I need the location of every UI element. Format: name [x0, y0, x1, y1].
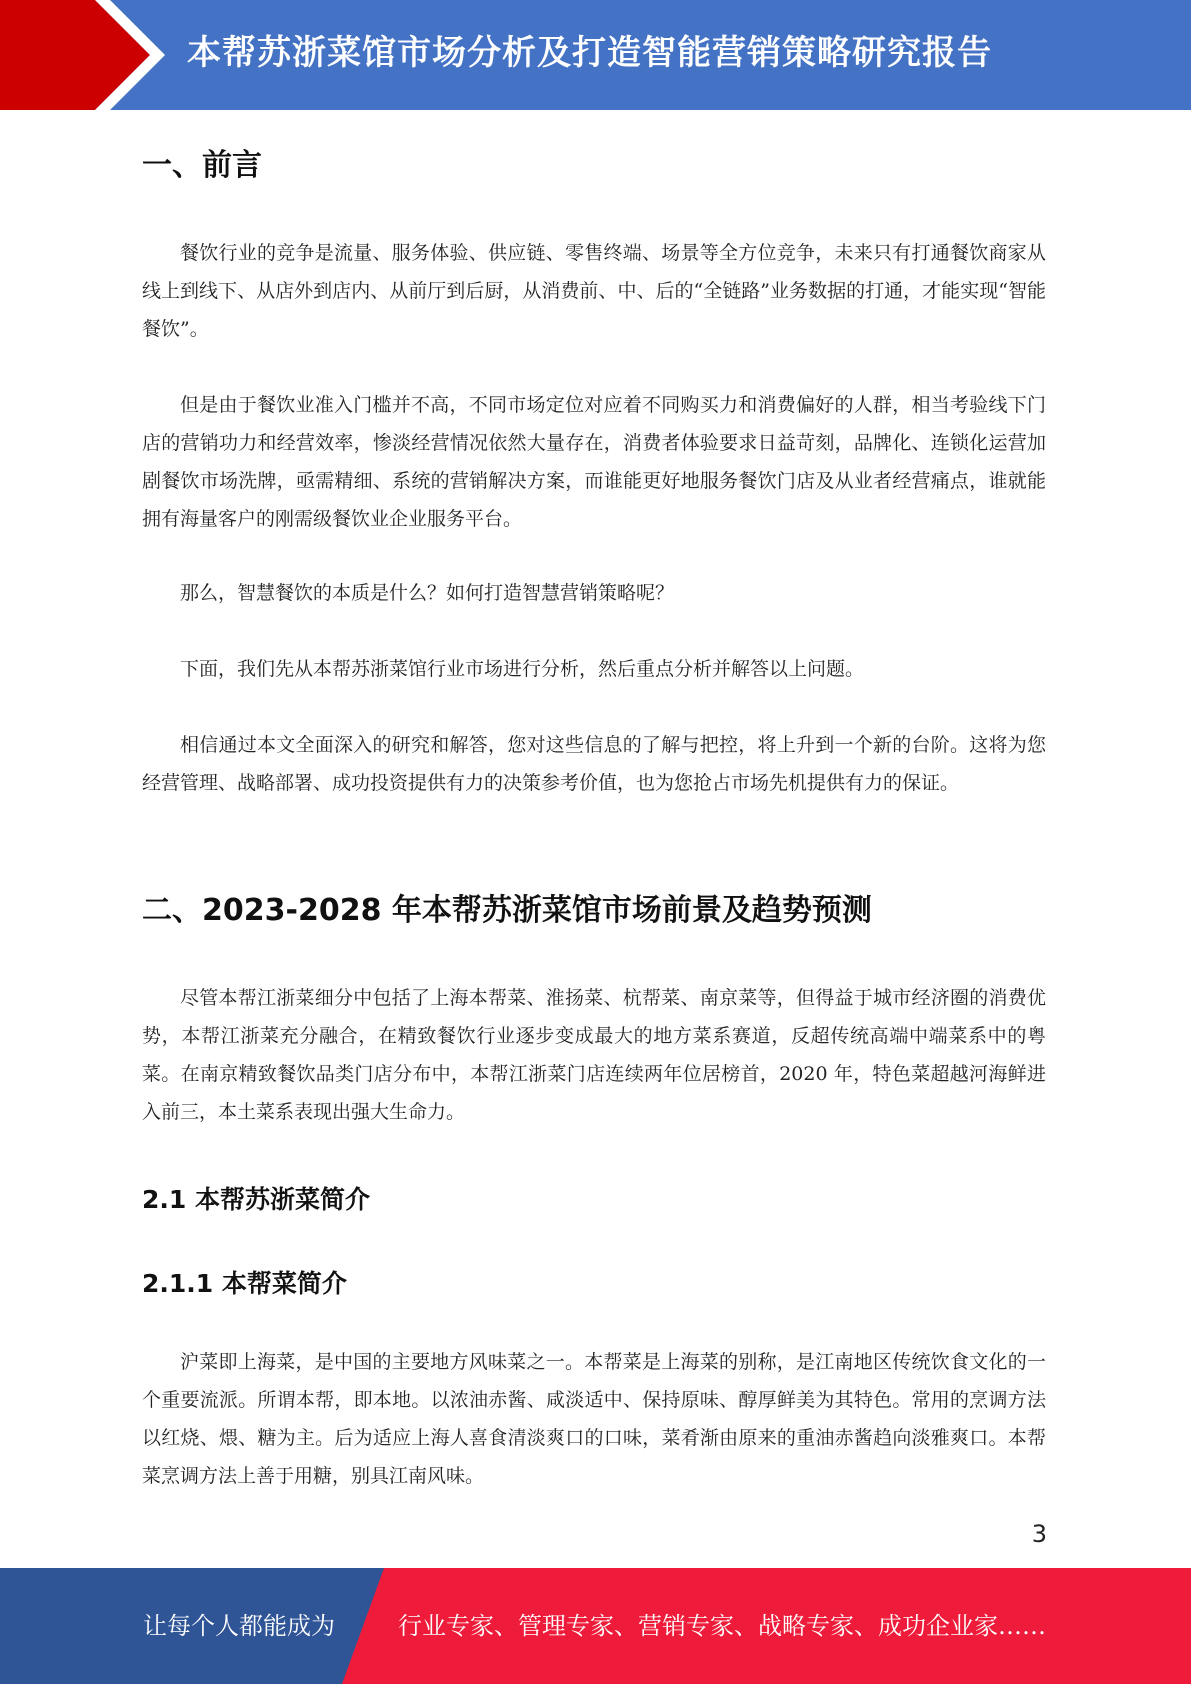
page-footer	[0, 1568, 1191, 1684]
subsection-heading-2-1: 2.1 本帮苏浙菜简介	[142, 1185, 370, 1214]
page-header	[0, 0, 1191, 110]
preface-paragraph-2: 但是由于餐饮业准入门槛并不高，不同市场定位对应着不同购买力和消费偏好的人群，相当考验线下门店的营销功力和经营效率，惨淡经营情况依然大量存在，消费者体验要求日益苛刻，品牌化、连锁化运营加剧餐饮市场洗牌，亟需精细、系统的营销解决方案，而谁能更好地服务餐饮门店及从业者经营痛点，谁就能拥有海量客户的刚需级餐饮业企业服务平台。	[142, 394, 1046, 530]
preface-paragraph-1: 餐饮行业的竞争是流量、服务体验、供应链、零售终端、场景等全方位竞争，未来只有打通餐饮商家从线上到线下、从店外到店内、从前厅到后厨，从消费前、中、后的“全链路”业务数据的打通，才能实现“智能餐饮”。	[142, 242, 1046, 340]
preface-paragraph-3: 那么，智慧餐饮的本质是什么？如何打造智慧营销策略呢？	[180, 582, 675, 604]
preface-paragraph-5: 相信通过本文全面深入的研究和解答，您对这些信息的了解与把控，将上升到一个新的台阶。这将为您经营管理、战略部署、成功投资提供有力的决策参考价值，也为您抢占市场先机提供有力的保证。	[142, 734, 1046, 794]
section-heading-forecast: 二、2023-2028 年本帮苏浙菜馆市场前景及趋势预测	[142, 893, 872, 928]
page-number: 3	[1031, 1520, 1047, 1548]
footer-slogan-right: 行业专家、管理专家、营销专家、战略专家、成功企业家……	[398, 1612, 1046, 1640]
benbang-intro-paragraph: 沪菜即上海菜，是中国的主要地方风味菜之一。本帮菜是上海菜的别称，是江南地区传统饮食文化的一个重要流派。所谓本帮，即本地。以浓油赤酱、咸淡适中、保持原味、醇厚鲜美为其特色。常用的烹调方法以红烧、煨、糖为主。后为适应上海人喜食清淡爽口的口味，菜肴渐由原来的重油赤酱趋向淡雅爽口。本帮菜烹调方法上善于用糖，别具江南风味。	[142, 1351, 1046, 1487]
footer-slogan-left: 让每个人都能成为	[143, 1612, 335, 1640]
section-heading-preface: 一、前言	[142, 148, 262, 183]
preface-paragraph-4: 下面，我们先从本帮苏浙菜馆行业市场进行分析，然后重点分析并解答以上问题。	[180, 658, 865, 680]
forecast-paragraph-1: 尽管本帮江浙菜细分中包括了上海本帮菜、淮扬菜、杭帮菜、南京菜等，但得益于城市经济圈的消费优势，本帮江浙菜充分融合，在精致餐饮行业逐步变成最大的地方菜系赛道，反超传统高端中端菜系中的粤菜。在南京精致餐饮品类门店分布中，本帮江浙菜门店连续两年位居榜首，2020 年，特色菜超越河海鲜进入前三，本土菜系表现出强大生命力。	[142, 987, 1046, 1123]
subsection-heading-2-1-1: 2.1.1 本帮菜简介	[142, 1269, 347, 1298]
report-title: 本帮苏浙菜馆市场分析及打造智能营销策略研究报告	[187, 33, 992, 73]
